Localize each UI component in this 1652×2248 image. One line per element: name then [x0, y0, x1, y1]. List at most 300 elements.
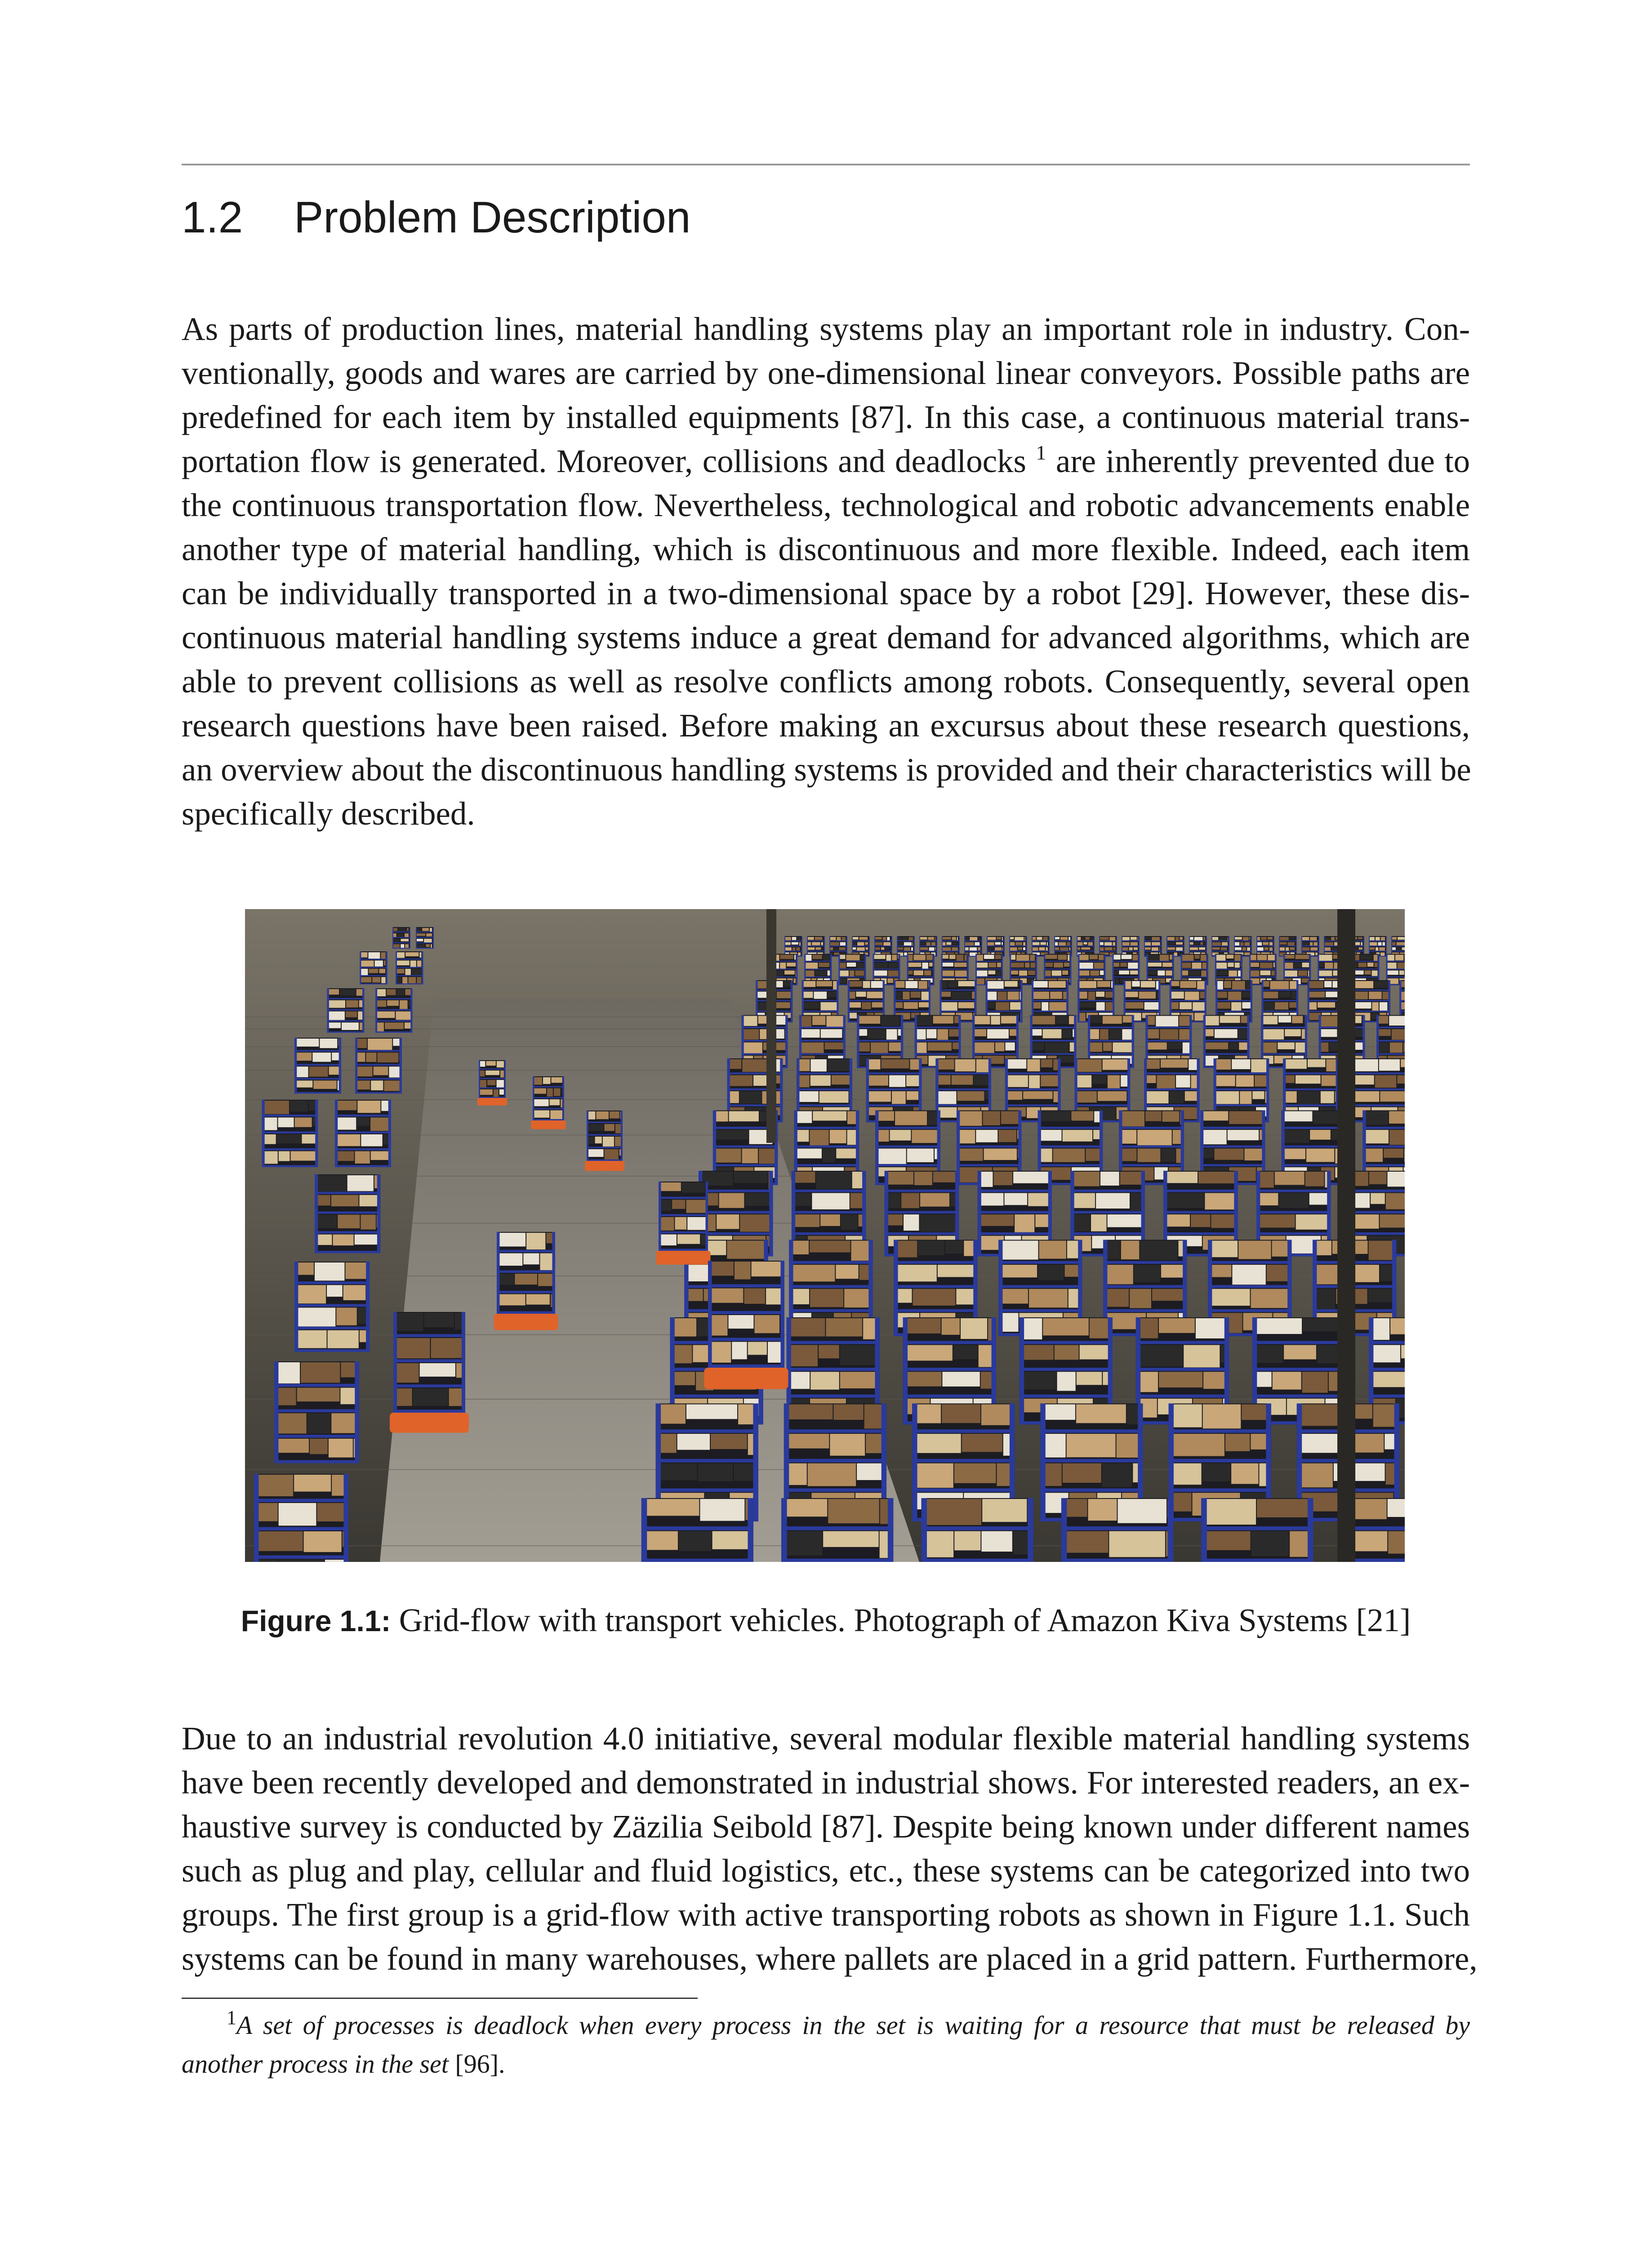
- box: [953, 1345, 978, 1360]
- shelf-bar: [915, 1040, 961, 1042]
- box: [995, 1043, 1005, 1052]
- box: [874, 963, 888, 968]
- box: [813, 1111, 846, 1121]
- shelf-bar: [375, 1020, 413, 1021]
- box: [958, 981, 975, 986]
- box: [1209, 1265, 1231, 1277]
- box: [1229, 971, 1237, 977]
- shelf-bar: [335, 1165, 391, 1168]
- paragraph-line: can be individually transported in a two-dimensional space by a robot [29]. However, these dis-: [182, 575, 1470, 611]
- shelf-post: [327, 988, 329, 1033]
- box: [780, 963, 786, 969]
- box: [396, 969, 404, 973]
- box: [1098, 1091, 1127, 1101]
- box: [554, 1088, 560, 1096]
- box: [1279, 992, 1290, 998]
- box: [1171, 1002, 1179, 1009]
- box: [782, 1499, 827, 1517]
- shelf-pod: [533, 1076, 564, 1120]
- box: [1123, 1016, 1132, 1023]
- shelf-bar: [964, 951, 982, 952]
- box: [1176, 942, 1183, 945]
- box: [996, 1002, 1009, 1010]
- box: [1390, 1043, 1403, 1053]
- shelf-bar: [802, 1000, 839, 1001]
- box: [526, 1233, 545, 1249]
- box: [1148, 963, 1162, 967]
- box: [952, 947, 958, 951]
- shelf-bar: [986, 1000, 1023, 1001]
- box: [1392, 1029, 1405, 1040]
- box: [389, 1066, 400, 1077]
- box: [1232, 981, 1245, 990]
- box: [849, 992, 855, 999]
- shelf-bar: [393, 1359, 465, 1362]
- shelf-post: [416, 927, 417, 949]
- box: [913, 1463, 953, 1488]
- paragraph-line: such as plug and play, cellular and fluid logistics, etc., these systems can be categorized into two: [182, 1852, 1470, 1889]
- box: [1045, 1043, 1069, 1053]
- shelf-bar: [1005, 1104, 1061, 1106]
- box: [908, 963, 922, 967]
- shelf-bar: [1283, 961, 1311, 962]
- box: [875, 942, 882, 946]
- robot-base: [704, 1368, 788, 1389]
- box: [863, 981, 870, 988]
- box: [830, 1434, 865, 1456]
- shelf-post: [392, 927, 393, 949]
- box: [1104, 1289, 1129, 1307]
- shelf-bar: [1020, 1395, 1113, 1398]
- box: [346, 1000, 358, 1008]
- box: [1035, 1214, 1050, 1227]
- shelf-bar: [656, 1488, 758, 1492]
- shelf-bar: [713, 1146, 778, 1148]
- shelf-bar: [1145, 1053, 1192, 1055]
- box: [814, 992, 827, 999]
- box: [1033, 937, 1036, 940]
- box: [948, 981, 957, 988]
- box: [309, 1066, 328, 1076]
- shelf-bar: [957, 1146, 1022, 1148]
- box: [498, 1294, 525, 1306]
- box: [1118, 1499, 1166, 1523]
- box: [1262, 981, 1269, 987]
- shelf-bar: [1349, 1232, 1405, 1235]
- box: [943, 937, 951, 940]
- shelf-bar: [1088, 1053, 1134, 1055]
- shelf-bar: [1136, 1341, 1229, 1344]
- box: [1331, 937, 1335, 941]
- box: [1380, 953, 1385, 957]
- box: [700, 1499, 744, 1521]
- box: [396, 989, 404, 995]
- box: [1078, 937, 1081, 940]
- shelf-pod: [1391, 936, 1405, 957]
- box: [1043, 1029, 1062, 1038]
- box: [1189, 1059, 1198, 1070]
- box: [1262, 1043, 1277, 1053]
- box: [1203, 1372, 1227, 1389]
- shelf-post: [933, 954, 935, 986]
- shelf-post: [400, 1038, 402, 1094]
- box: [291, 1151, 316, 1161]
- box: [313, 1080, 336, 1089]
- box: [401, 939, 409, 941]
- shelf-bar: [1088, 1040, 1134, 1042]
- box: [788, 1318, 825, 1336]
- box: [375, 960, 383, 966]
- box: [1216, 955, 1225, 961]
- box: [381, 1101, 389, 1111]
- box: [978, 947, 980, 950]
- shelf-post: [875, 1111, 878, 1185]
- box: [1303, 1318, 1338, 1331]
- box: [942, 1318, 960, 1335]
- box: [821, 942, 823, 946]
- paragraph-line: haustive survey is conducted by Zäzilia Seibold [87]. Despite being known under different names: [182, 1808, 1470, 1845]
- box: [1324, 981, 1331, 987]
- box: [1197, 981, 1205, 989]
- box: [957, 1091, 984, 1101]
- box: [1071, 1111, 1093, 1121]
- box: [1402, 947, 1405, 950]
- box: [1370, 1372, 1405, 1387]
- shelf-post: [375, 988, 377, 1033]
- shelf-bar: [1283, 1072, 1339, 1074]
- box: [1113, 963, 1120, 967]
- box: [1203, 1405, 1241, 1429]
- box: [1367, 963, 1374, 967]
- box: [1238, 1029, 1248, 1039]
- box: [965, 942, 974, 946]
- box: [1146, 1029, 1159, 1039]
- box: [728, 1315, 753, 1329]
- box: [304, 1531, 342, 1552]
- box: [1318, 955, 1332, 961]
- box: [740, 1091, 761, 1104]
- box: [1100, 1029, 1109, 1039]
- shelf-post: [362, 988, 364, 1033]
- box: [1387, 963, 1397, 969]
- shelf-post: [1318, 936, 1319, 957]
- box: [997, 992, 1006, 1001]
- shelf-pod: [987, 936, 1005, 957]
- paragraph-line: another type of material handling, which is discontinuous and more flexible. Indeed, each item: [182, 531, 1470, 567]
- box: [1013, 1172, 1049, 1183]
- box: [949, 955, 955, 959]
- box: [1025, 963, 1029, 968]
- box: [906, 1075, 920, 1086]
- box: [830, 947, 833, 950]
- box: [384, 1080, 400, 1091]
- box: [1278, 1043, 1295, 1049]
- box: [1302, 942, 1309, 946]
- box: [1185, 992, 1199, 1000]
- box: [1354, 1075, 1374, 1085]
- box: [847, 1130, 858, 1145]
- box: [255, 1475, 293, 1496]
- box: [295, 1118, 312, 1127]
- box: [918, 981, 927, 989]
- box: [328, 1330, 359, 1348]
- box: [302, 1134, 316, 1143]
- shelf-bar: [848, 1000, 885, 1001]
- box: [1063, 1130, 1093, 1142]
- shelf-post: [1391, 936, 1392, 957]
- shelf-post: [1132, 1015, 1134, 1068]
- box: [1077, 1372, 1102, 1385]
- box: [1269, 942, 1273, 946]
- shelf-post: [254, 1474, 259, 1562]
- shelf-bar: [587, 1147, 623, 1148]
- figure-label: Figure 1.1:: [240, 1604, 391, 1637]
- shelf-bar: [742, 1040, 788, 1042]
- box: [1090, 955, 1098, 959]
- box: [766, 1289, 783, 1305]
- box: [1019, 981, 1021, 986]
- box: [970, 937, 977, 941]
- box: [1296, 1075, 1321, 1084]
- box: [596, 1111, 609, 1119]
- shelf-pod: [479, 1060, 506, 1098]
- shelf-bar: [912, 1459, 1015, 1463]
- box: [295, 1053, 312, 1061]
- box: [376, 989, 386, 996]
- shelf-post: [315, 1174, 318, 1253]
- box: [1380, 1002, 1388, 1011]
- box: [1296, 1043, 1305, 1053]
- box: [417, 928, 421, 932]
- box: [1201, 1111, 1228, 1121]
- box: [1122, 937, 1130, 940]
- box: [1057, 1372, 1076, 1391]
- box: [340, 989, 356, 995]
- shelf-post: [659, 1182, 661, 1251]
- box: [1284, 963, 1293, 969]
- shelf-bar: [940, 990, 976, 991]
- box: [1242, 1002, 1251, 1008]
- box: [1384, 1149, 1403, 1158]
- box: [823, 1149, 835, 1163]
- shelf-post: [377, 1174, 380, 1253]
- box: [1261, 937, 1267, 940]
- line-text: portation flow is generated. Moreover, collisions and deadlocks: [182, 443, 1026, 479]
- box: [709, 1289, 743, 1303]
- box: [785, 947, 792, 950]
- box: [1331, 947, 1337, 951]
- shelf-bar: [1147, 968, 1174, 969]
- box: [1231, 1002, 1241, 1011]
- shelf-bar: [327, 1009, 365, 1011]
- shelf-post: [479, 1060, 480, 1098]
- shelf-bar: [919, 951, 937, 952]
- box: [1361, 942, 1363, 946]
- box: [952, 942, 958, 945]
- box: [1103, 1016, 1122, 1024]
- shelf-bar: [355, 1064, 402, 1066]
- box: [1129, 947, 1133, 950]
- box: [1253, 1318, 1302, 1334]
- box: [832, 1075, 850, 1085]
- box: [1104, 1265, 1133, 1284]
- box: [889, 1075, 905, 1087]
- box: [858, 1043, 870, 1052]
- box: [1182, 955, 1194, 961]
- shelf-bar: [829, 951, 847, 952]
- box: [295, 1285, 326, 1303]
- shelf-post: [462, 1312, 465, 1413]
- box: [957, 1149, 983, 1161]
- box: [793, 947, 796, 951]
- box: [799, 942, 801, 946]
- box: [979, 1193, 1004, 1206]
- box: [1075, 1059, 1101, 1072]
- shelf-bar: [274, 1409, 359, 1412]
- shelf-bar: [315, 1211, 380, 1213]
- shelf-bar: [1169, 1459, 1271, 1463]
- box: [500, 1070, 504, 1077]
- box: [1280, 942, 1287, 945]
- box: [1029, 1289, 1068, 1308]
- box: [961, 1318, 987, 1339]
- box: [1010, 1002, 1021, 1010]
- box: [794, 955, 796, 960]
- footnote-marker[interactable]: 1: [1036, 441, 1046, 464]
- box: [405, 969, 410, 975]
- box: [895, 1265, 937, 1281]
- box: [550, 1111, 562, 1120]
- box: [1019, 971, 1027, 976]
- box: [1236, 1075, 1254, 1087]
- shelf-bar: [1208, 1261, 1291, 1264]
- shelf-bar: [1349, 1211, 1405, 1213]
- box: [820, 1214, 840, 1226]
- shelf-bar: [479, 1097, 506, 1098]
- box: [830, 942, 839, 946]
- box: [328, 1022, 341, 1028]
- shelf-bar: [1113, 961, 1140, 962]
- box: [328, 1012, 345, 1020]
- robot-base: [494, 1314, 558, 1330]
- box: [336, 1101, 356, 1110]
- box: [1282, 1111, 1313, 1122]
- shelf-bar: [1020, 1368, 1113, 1371]
- shelf-bar: [986, 1011, 1023, 1012]
- box: [1314, 942, 1318, 946]
- box: [1202, 1463, 1230, 1481]
- box: [904, 1372, 942, 1386]
- box: [920, 942, 925, 945]
- box: [1078, 1002, 1095, 1008]
- box: [1091, 947, 1093, 950]
- box: [836, 1265, 858, 1279]
- paragraph-line: able to prevent collisions as well as resolve conflicts among robots. Consequently, several open: [182, 663, 1470, 700]
- box: [1397, 1075, 1405, 1084]
- shelf-bar: [978, 1190, 1052, 1192]
- box: [808, 937, 814, 940]
- box: [823, 955, 830, 961]
- box: [1302, 1372, 1328, 1393]
- box: [744, 1289, 765, 1304]
- box: [1028, 1193, 1050, 1206]
- box: [1137, 1345, 1183, 1367]
- box: [1049, 981, 1066, 988]
- box: [839, 971, 848, 977]
- box: [800, 1043, 824, 1053]
- box: [902, 937, 908, 941]
- box: [430, 928, 432, 932]
- box: [396, 952, 405, 958]
- box: [743, 1016, 757, 1026]
- box: [422, 928, 429, 931]
- shelf-bar: [794, 1127, 859, 1129]
- box: [550, 1099, 560, 1105]
- box: [949, 1029, 959, 1036]
- box: [1382, 942, 1385, 946]
- box: [1374, 981, 1389, 988]
- box: [1401, 1059, 1405, 1067]
- box: [1062, 1531, 1108, 1553]
- box: [953, 1043, 959, 1049]
- box: [1108, 1214, 1143, 1227]
- box: [1043, 937, 1048, 940]
- shelf-bar: [479, 1078, 506, 1079]
- box: [1291, 992, 1296, 999]
- box: [981, 1531, 1012, 1552]
- shelf-bar: [1215, 968, 1242, 969]
- section-title: Problem Description: [294, 192, 691, 242]
- box: [1387, 971, 1398, 975]
- shelf-pod: [784, 936, 802, 957]
- shelf-bar: [789, 1309, 873, 1312]
- shelf-bar: [479, 1068, 506, 1070]
- box: [368, 1039, 392, 1050]
- box: [1232, 1059, 1250, 1069]
- box: [988, 942, 994, 946]
- box: [822, 947, 823, 951]
- box: [387, 989, 396, 995]
- box: [916, 1043, 927, 1053]
- box: [1318, 971, 1332, 977]
- box: [719, 1193, 744, 1208]
- box: [361, 952, 367, 958]
- box: [356, 1066, 373, 1076]
- box: [1194, 937, 1203, 940]
- shelf-bar: [254, 1499, 348, 1502]
- shelf-bar: [1200, 1164, 1265, 1166]
- box: [1194, 942, 1200, 945]
- box: [826, 1318, 862, 1337]
- shelf-pod: [708, 1261, 784, 1368]
- shelf-bar: [1354, 990, 1390, 991]
- box: [642, 1499, 699, 1516]
- shelf-post: [1071, 936, 1072, 957]
- shelf-bar: [1252, 1341, 1345, 1344]
- shelf-bar: [1009, 951, 1027, 952]
- box: [1145, 937, 1151, 940]
- box: [913, 1434, 961, 1453]
- shelf-post: [1301, 936, 1302, 957]
- box: [892, 955, 897, 960]
- shelf-bar: [708, 1338, 784, 1341]
- box: [1251, 1531, 1289, 1556]
- shelf-bar: [294, 1349, 370, 1352]
- box: [1157, 1075, 1175, 1088]
- box: [686, 1200, 706, 1213]
- box: [889, 963, 899, 968]
- box: [714, 1149, 741, 1163]
